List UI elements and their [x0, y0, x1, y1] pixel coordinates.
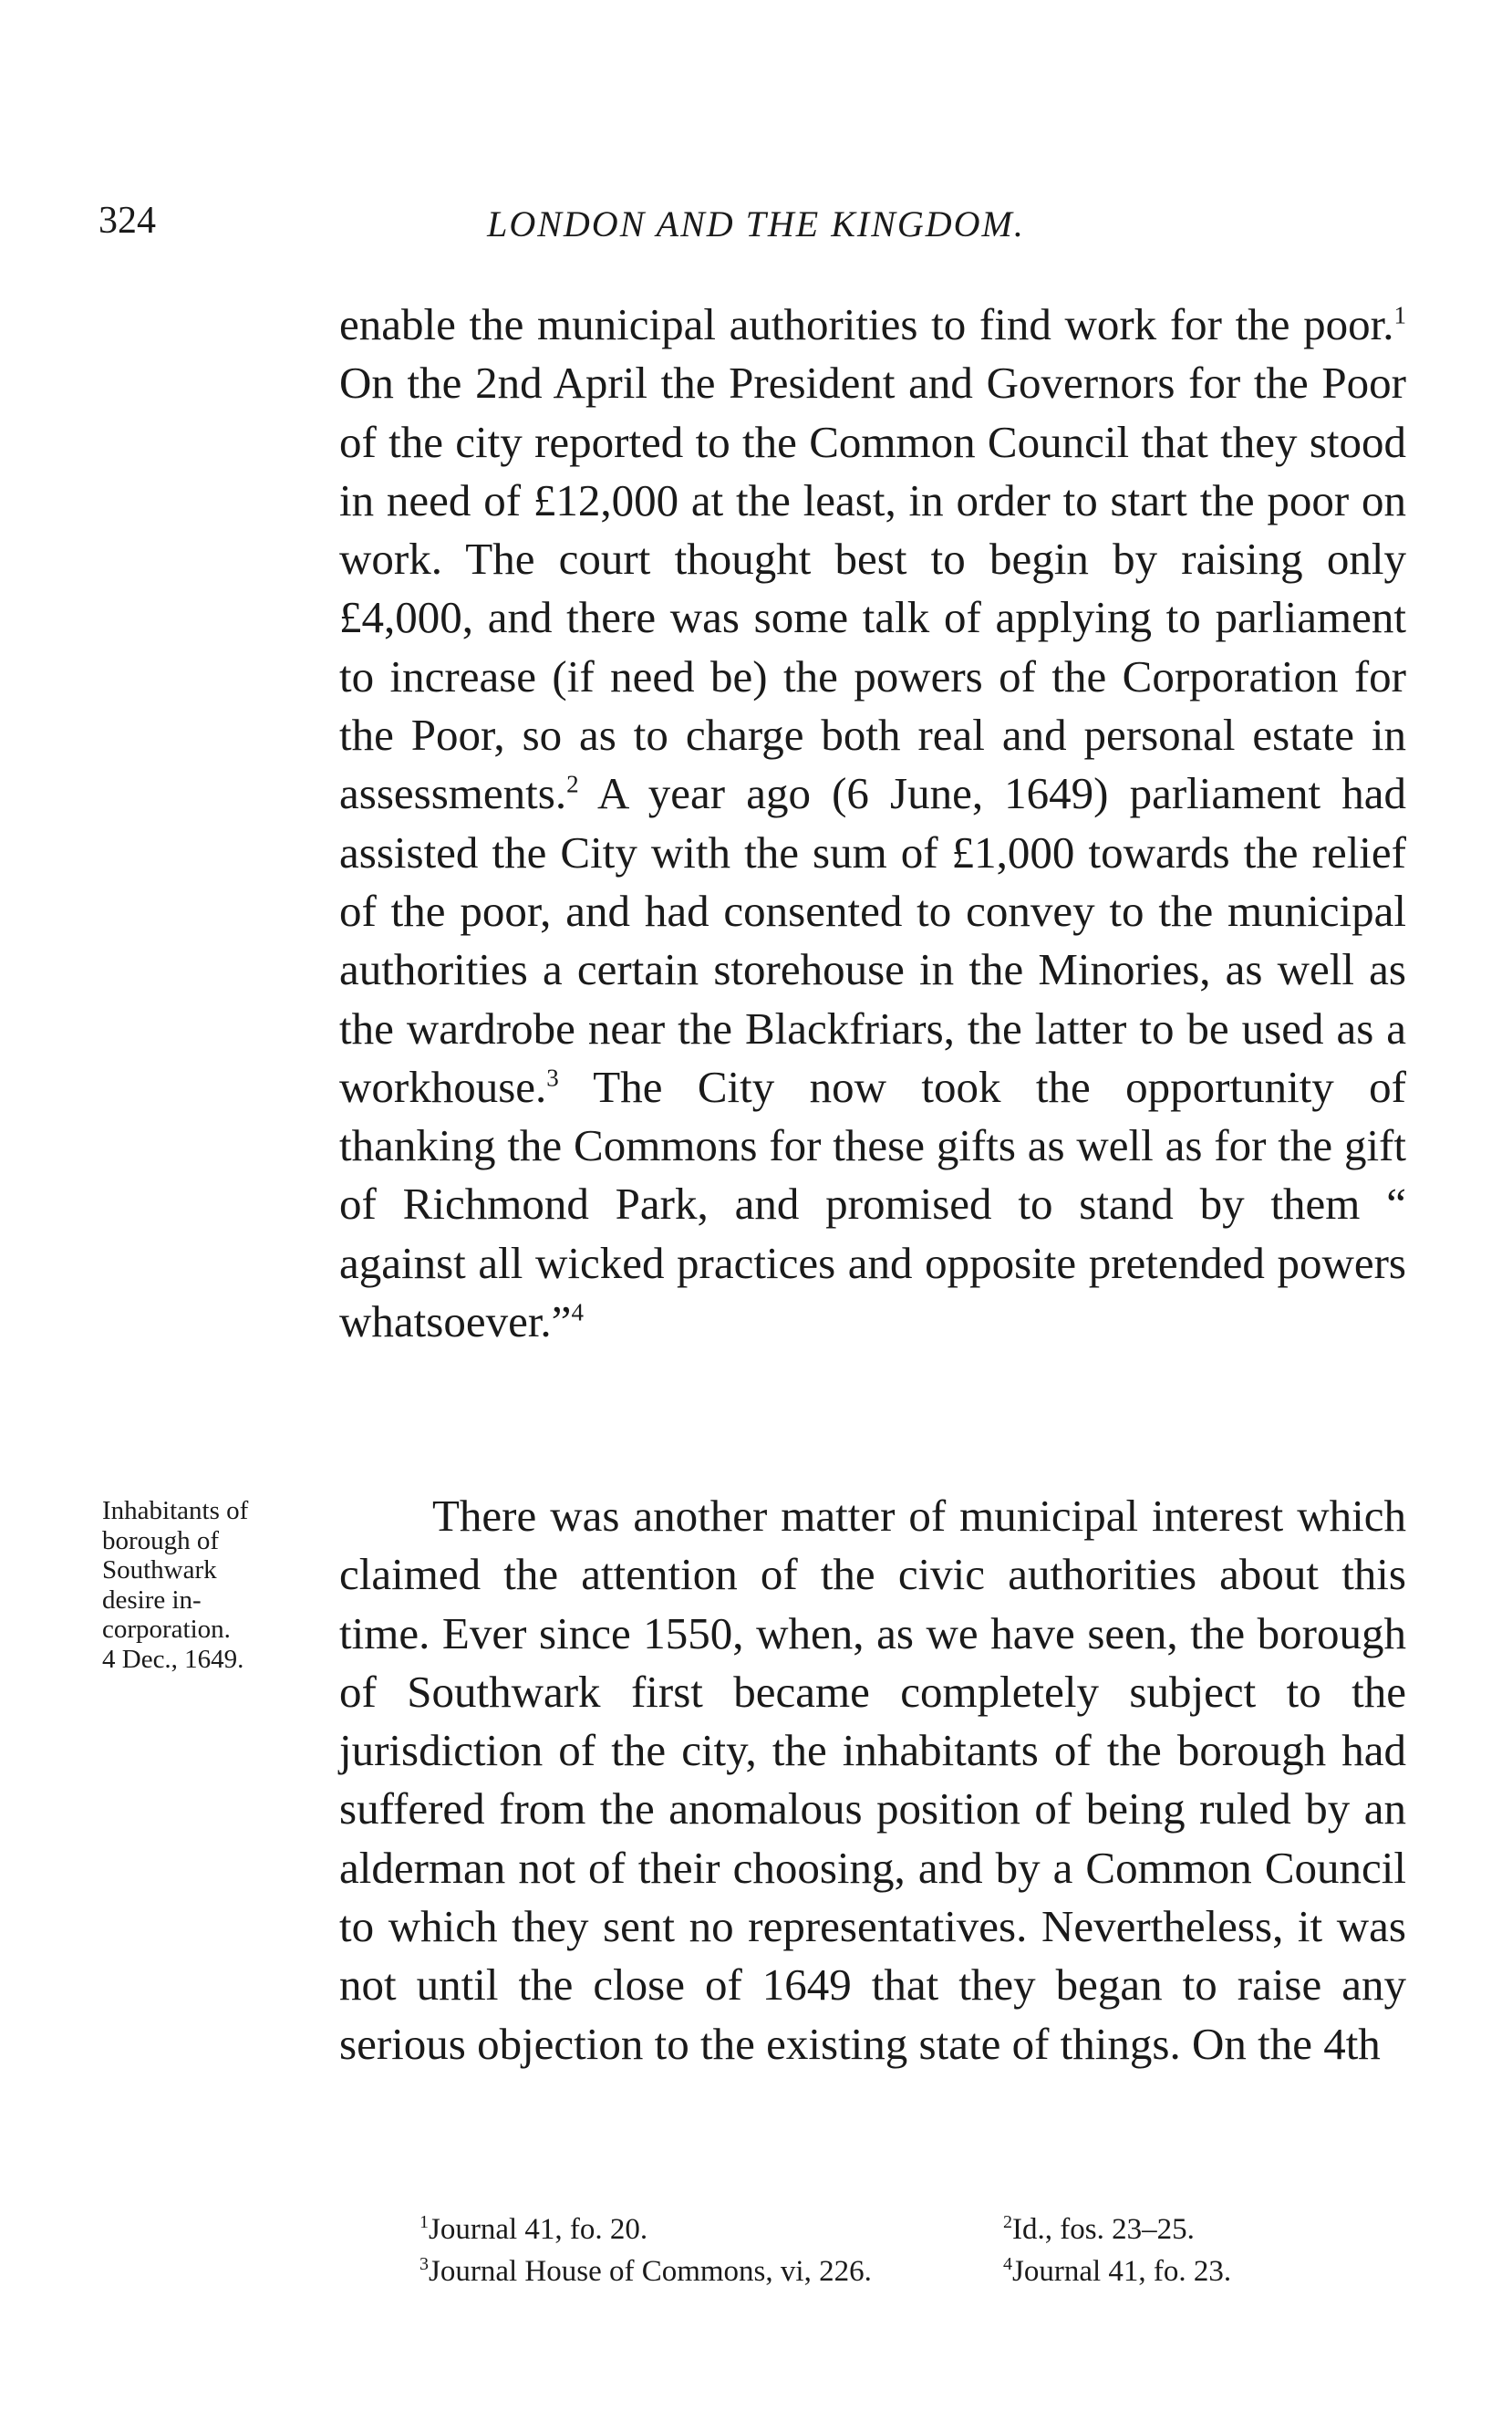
- paragraph-text: enable the municipal authorities to find work for the poor.: [339, 299, 1394, 349]
- footnote-text: Journal 41, fo. 23.: [1012, 2255, 1232, 2288]
- footnote-2: [1003, 2209, 1195, 2250]
- paragraph-text: A year ago (6 June, 1649) parliament had assisted the City with the sum of £1,000 towards the relief of the poor, and had consented to convey to the municipal authorities a certain storehouse in the Minories, as well as the wardrobe near the Blackfriars, the latter to be used as a workhouse.: [339, 768, 1406, 1112]
- marginal-note-line: Inhabitants of: [102, 1496, 249, 1525]
- footnote-ref-3: 3: [546, 1064, 559, 1092]
- footnote-3: [419, 2251, 872, 2291]
- footnote-text: Id., fos. 23–25.: [1012, 2213, 1195, 2246]
- footnote-mark: 2: [1003, 2212, 1012, 2232]
- footnote-ref-1: 1: [1393, 301, 1406, 329]
- running-title: LONDON AND THE KINGDOM.: [487, 203, 1025, 244]
- footnote-mark: 1: [419, 2212, 429, 2232]
- footnote-ref-4: 4: [571, 1298, 584, 1326]
- paragraph-text: On the 2nd April the President and Governors for the Poor of the city reported to the Common Council that they stood in need of £12,000 at the least, in order to start the poor on work. The court thought best to begin by raising only £4,000, and there was some talk of applying to parliament to increase (if need be) the powers of the Corporation for the Poor, so as to charge both real and personal estate in assessments.: [339, 358, 1406, 819]
- marginal-note-line: borough of: [102, 1525, 220, 1555]
- page-number: 324: [98, 200, 156, 242]
- footnote-ref-2: 2: [566, 771, 579, 799]
- marginal-note-line: 4 Dec., 1649.: [102, 1644, 244, 1674]
- marginal-note-line: Southwark: [102, 1555, 217, 1585]
- body-paragraph-2: There was another matter of municipal interest which claimed the attention of the civic authorities about this time. Ever since 1550, when, as we have seen, the borough of Southwark first became completely subject to the jurisdiction of the city, the inhabitants of the borough had suffered from the anomalous position of being ruled by an alderman not of their choosing, and by a Common Council to which they sent no representatives. Nevertheless, it was not until the close of 1649 that they began to raise any serious objection to the existing state of things. On the 4th: [339, 1491, 1406, 2069]
- body-paragraph-1: [339, 296, 1406, 1351]
- paragraph-text: The City now took the opportunity of thanking the Commons for these gifts as well as for the gift of Richmond Park, and promised to stand by them “ against all wicked practices and opposite pretended powers whatsoever.”: [339, 1061, 1406, 1347]
- marginal-note-line: corporation.: [102, 1615, 231, 1644]
- footnote-1: [419, 2209, 647, 2250]
- marginal-note-line: desire in-: [102, 1585, 202, 1615]
- footnote-text: Journal House of Commons, vi, 226.: [429, 2255, 872, 2288]
- footnote-mark: 4: [1003, 2254, 1012, 2274]
- footnote-text: Journal 41, fo. 20.: [429, 2213, 648, 2246]
- footnote-4: [1003, 2251, 1231, 2291]
- marginal-note: [102, 1496, 321, 1674]
- footnote-mark: 3: [419, 2254, 429, 2274]
